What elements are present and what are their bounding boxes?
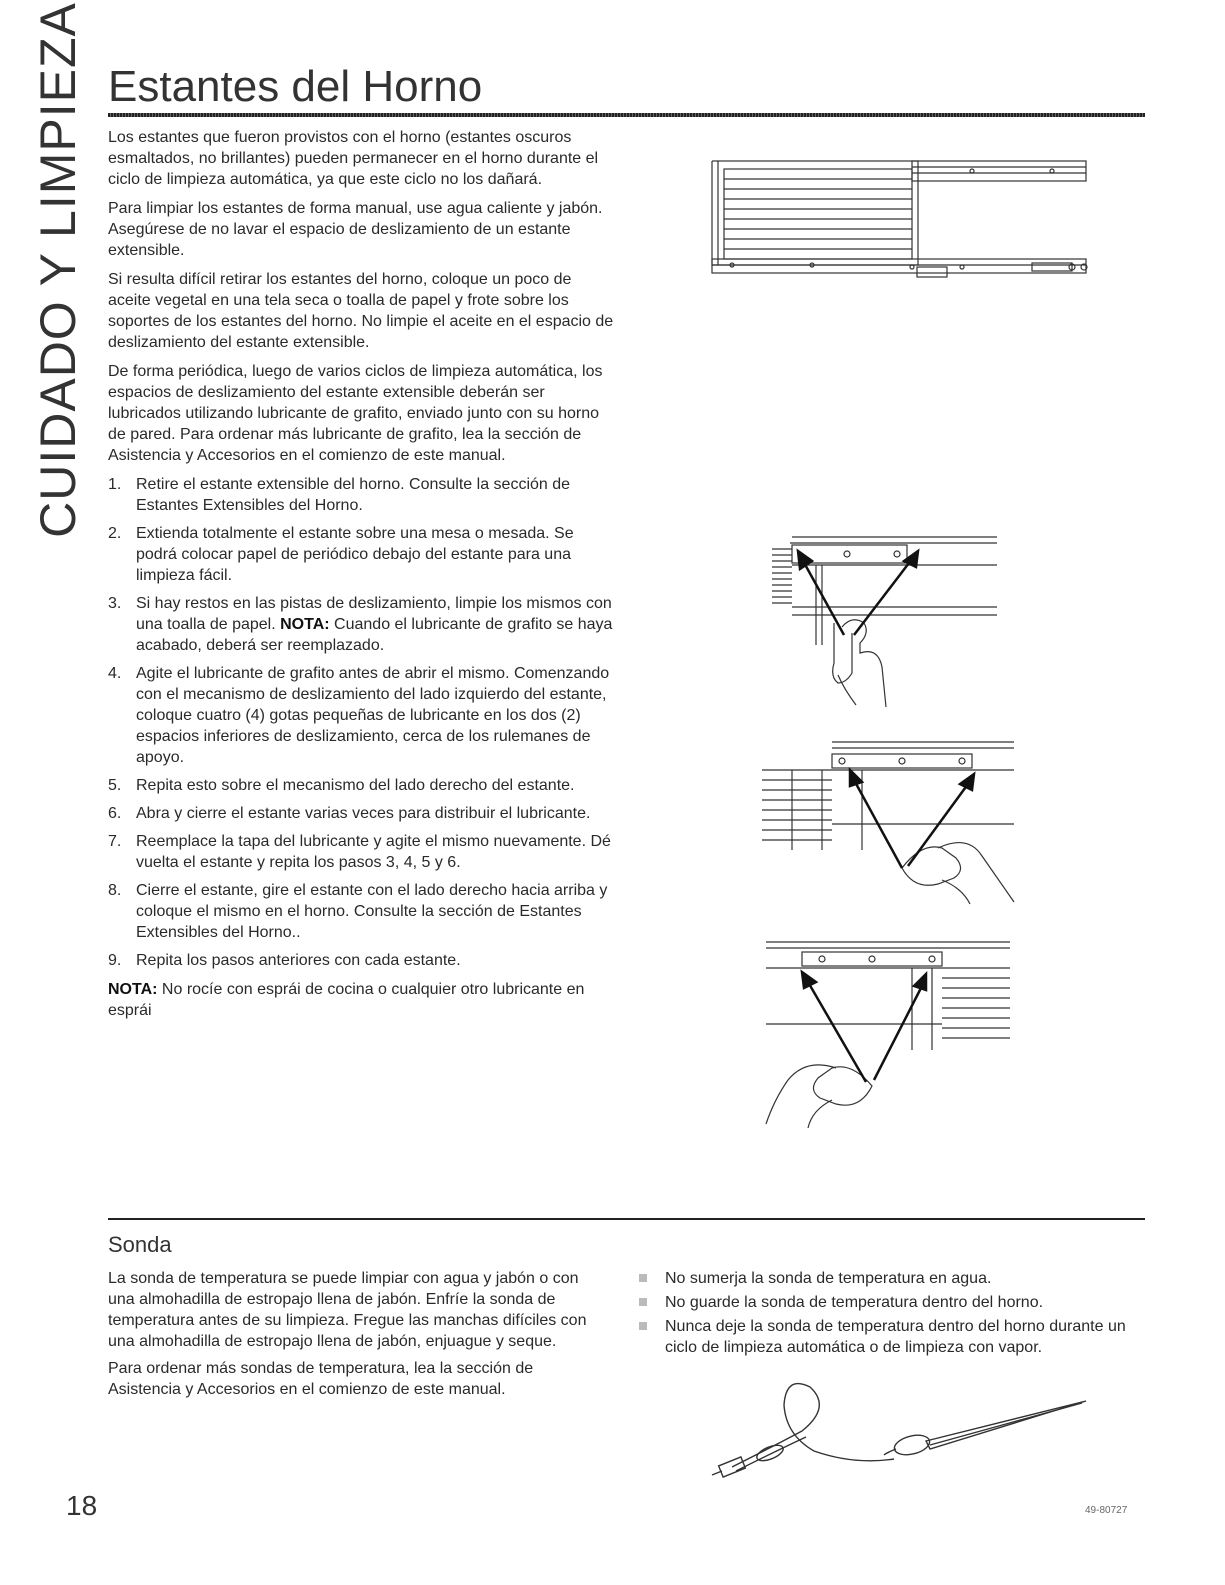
bullet-item — [635, 1268, 1145, 1289]
step-text: Repita esto sobre el mecanismo del lado derecho del estante. — [136, 777, 575, 794]
bullet-text: No guarde la sonda de temperatura dentro del horno. — [665, 1294, 1044, 1311]
step-item — [108, 803, 618, 824]
step-item — [108, 831, 618, 873]
step-number: 1. — [108, 476, 122, 493]
step-number: 2. — [108, 525, 122, 542]
lubricate-right-illustration — [762, 940, 1017, 1130]
step-text: Si hay restos en las pistas de deslizamiento, limpie los mismos con una toalla de papel. — [136, 595, 612, 633]
section-rule — [108, 1218, 1145, 1220]
bullet-text: Nunca deje la sonda de temperatura dentro del horno durante un ciclo de limpieza automática o de limpieza con vapor. — [665, 1318, 1126, 1356]
step-text: Extienda totalmente el estante sobre una mesa o mesada. Se podrá colocar papel de periódico debajo del estante para una limpieza fácil. — [136, 525, 574, 584]
step-item — [108, 474, 618, 516]
step-item — [108, 950, 618, 971]
temperature-probe-illustration — [712, 1375, 1092, 1490]
step-item — [108, 880, 618, 943]
side-tab-label: CUIDADO Y LIMPIEZA — [30, 2, 86, 538]
final-note-text: No rocíe con esprái de cocina o cualquier otro lubricante en esprái — [108, 981, 585, 1019]
bullet-square-icon — [639, 1298, 647, 1306]
step-number: 6. — [108, 805, 122, 822]
step-number: 8. — [108, 882, 122, 899]
main-text-column — [108, 127, 618, 1029]
side-tab — [28, 2, 88, 538]
intro-paragraph: Para limpiar los estantes de forma manual, use agua caliente y jabón. Asegúrese de no lavar el espacio de deslizamiento de un estante extensible. — [108, 200, 603, 259]
page-number: 18 — [66, 1490, 98, 1521]
step-text: Repita los pasos anteriores con cada estante. — [136, 952, 461, 969]
title-rule — [108, 113, 1145, 117]
section-title-sonda: Sonda — [108, 1232, 172, 1257]
step-number: 9. — [108, 952, 122, 969]
wipe-slide-illustration — [772, 535, 1002, 715]
steps-list — [108, 474, 618, 971]
bullet-item — [635, 1292, 1145, 1313]
bullet-text: No sumerja la sonda de temperatura en agua. — [665, 1270, 992, 1287]
step-number: 3. — [108, 595, 122, 612]
bullet-square-icon — [639, 1274, 647, 1282]
step-text: Agite el lubricante de grafito antes de abrir el mismo. Comenzando con el mecanismo de deslizamiento del lado izquierdo del estante, coloque cuatro (4) gotas pequeñas de lubricante en los dos (2) espacios inferiores de deslizamiento, cerca de los rulemanes de apoyo. — [136, 665, 610, 766]
note-label: NOTA: — [108, 981, 158, 998]
bullet-list — [635, 1268, 1145, 1358]
intro-paragraph: Los estantes que fueron provistos con el horno (estantes oscuros esmaltados, no brillantes) pueden permanecer en el horno durante el ciclo de limpieza automática, ya que este ciclo no los dañará. — [108, 129, 599, 188]
step-item — [108, 775, 618, 796]
sonda-bullets — [635, 1268, 1145, 1361]
extended-rack-illustration — [712, 155, 1092, 285]
intro-paragraph: Si resulta difícil retirar los estantes del horno, coloque un poco de aceite vegetal en una tela seca o toalla de papel y frote sobre los soportes de los estantes del horno. No limpie el aceite en el espacio de deslizamiento del estante extensible. — [108, 271, 614, 351]
step-number: 7. — [108, 833, 122, 850]
step-item — [108, 663, 618, 768]
step-item — [108, 523, 618, 586]
step-text: Reemplace la tapa del lubricante y agite el mismo nuevamente. Dé vuelta el estante y repita los pasos 3, 4, 5 y 6. — [136, 833, 611, 871]
document-id: 49-80727 — [1085, 1505, 1128, 1516]
sonda-paragraph: La sonda de temperatura se puede limpiar con agua y jabón o con una almohadilla de estropajo llena de jabón. Enfríe la sonda de temperatura antes de su limpieza. Fregue las manchas difíciles con una almohadilla de estropajo llena de jabón, enjuague y seque. — [108, 1270, 587, 1350]
step-number: 5. — [108, 777, 122, 794]
lubricate-left-illustration — [762, 740, 1017, 910]
bullet-square-icon — [639, 1322, 647, 1330]
note-label: NOTA: — [280, 616, 330, 633]
step-text: Cuando el lubricante de grafito se haya acabado, deberá ser reemplazado. — [136, 616, 613, 654]
sonda-paragraph: Para ordenar más sondas de temperatura, lea la sección de Asistencia y Accesorios en el comienzo de este manual. — [108, 1360, 534, 1398]
step-text: Retire el estante extensible del horno. Consulte la sección de Estantes Extensibles del Horno. — [136, 476, 571, 514]
step-text: Cierre el estante, gire el estante con el lado derecho hacia arriba y coloque el mismo en el horno. Consulte la sección de Estantes Extensibles del Horno.. — [136, 882, 608, 941]
final-note — [108, 979, 618, 1021]
bullet-item — [635, 1316, 1145, 1358]
step-text: Abra y cierre el estante varias veces para distribuir el lubricante. — [136, 805, 591, 822]
intro-paragraph: De forma periódica, luego de varios ciclos de limpieza automática, los espacios de deslizamiento del estante extensible deberán ser lubricados utilizando lubricante de grafito, enviado junto con su horno de pared. Para ordenar más lubricante de grafito, lea la sección de Asistencia y Accesorios en el comienzo de este manual. — [108, 363, 603, 464]
step-item — [108, 593, 618, 656]
step-number: 4. — [108, 665, 122, 682]
sonda-text — [108, 1268, 608, 1406]
page-title: Estantes del Horno — [108, 62, 483, 111]
